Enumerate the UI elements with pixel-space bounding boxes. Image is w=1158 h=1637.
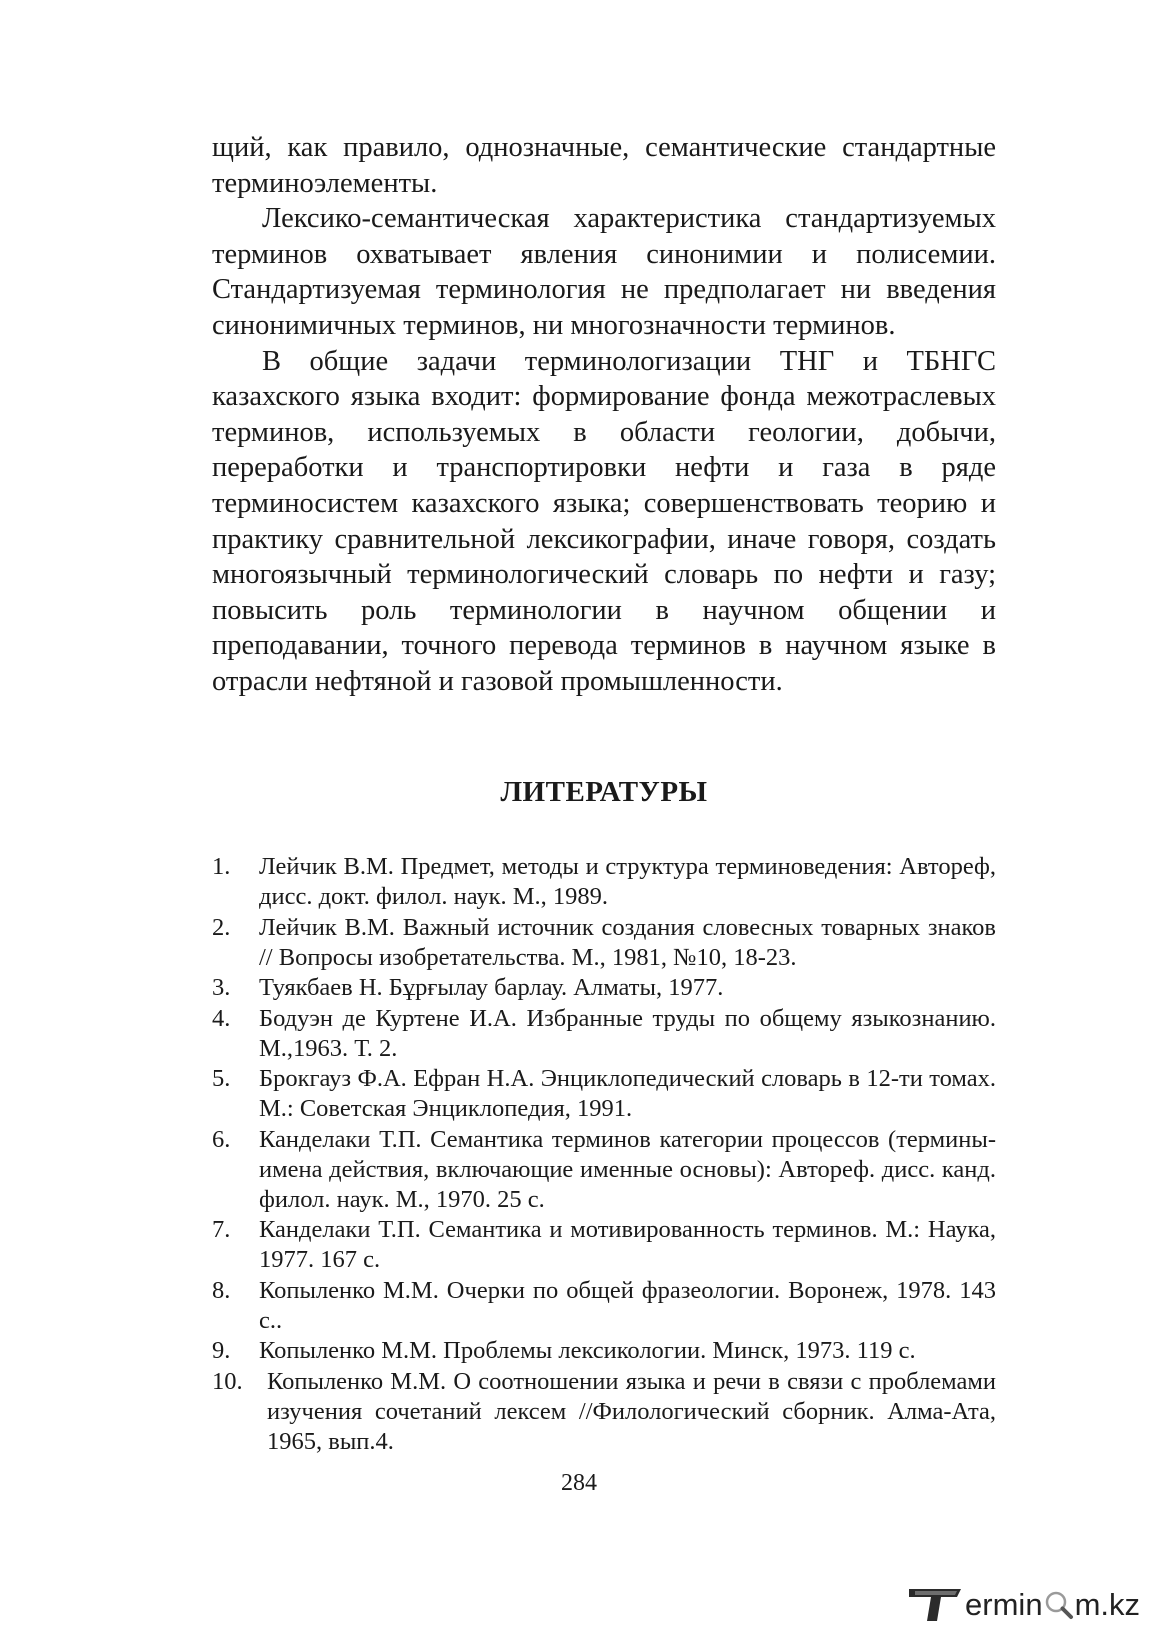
reference-text: Бодуэн де Куртене И.А. Избранные труды по общему языкознанию. М.,1963. Т. 2. — [259, 1004, 996, 1062]
reference-text: Канделаки Т.П. Семантика и мотивированность терминов. М.: Наука, 1977. 167 с. — [259, 1216, 996, 1273]
reference-number: 10. — [212, 1367, 243, 1395]
reference-number: 4. — [212, 1004, 231, 1032]
termincom-t-logo-icon — [907, 1585, 963, 1623]
reference-item — [212, 1336, 996, 1366]
reference-text: Канделаки Т.П. Семантика терминов категории процессов (термины-имена действия, включающие именные основы): Автореф. дисс. канд. филол. наук. М., 1970. 25 с. — [259, 1125, 996, 1213]
references-list — [212, 852, 996, 1457]
reference-text: Лейчик В.М. Предмет, методы и структура терминоведения: Автореф, дисс. докт. филол. наук. М., 1989. — [259, 853, 996, 910]
site-watermark — [907, 1585, 1140, 1623]
watermark-text-start: ermin — [965, 1587, 1043, 1622]
paragraph-1: щий, как правило, однозначные, семантические стандартные терминоэлементы. — [212, 132, 996, 199]
reference-text: Лейчик В.М. Важный источник создания словесных товарных знаков // Вопросы изобретательства. М., 1981, №10, 18-23. — [259, 913, 996, 971]
watermark-text-end: m.kz — [1074, 1587, 1140, 1622]
reference-item — [212, 1064, 996, 1124]
magnifier-icon — [1044, 1590, 1074, 1620]
reference-number: 1. — [212, 853, 231, 880]
page-number: 284 — [561, 1470, 597, 1496]
reference-text: Копыленко М.М. О соотношении языка и речи в связи с проблемами изучения сочетаний лексем //Филологический сборник. Алма-Ата, 1965, вып.4. — [267, 1367, 996, 1455]
reference-number: 3. — [212, 974, 231, 1001]
reference-text: Копыленко М.М. Проблемы лексикологии. Минск, 1973. 119 с. — [259, 1337, 916, 1364]
reference-number: 9. — [212, 1337, 231, 1364]
reference-text: Копыленко М.М. Очерки по общей фразеологии. Воронеж, 1978. 143 с.. — [259, 1276, 996, 1334]
references-title: ЛИТЕРАТУРЫ — [500, 776, 708, 808]
reference-number: 6. — [212, 1125, 231, 1153]
reference-item — [212, 1215, 996, 1275]
paragraph-2: Лексико-семантическая характеристика стандартизуемых терминов охватывает явления синонимии и полисемии. Стандартизуемая терминология не предполагает ни введения синонимичных терминов, ни многозначности терминов. — [212, 203, 996, 341]
reference-item — [212, 1276, 996, 1336]
reference-number: 8. — [212, 1276, 231, 1304]
reference-text: Туякбаев Н. Бұрғылау барлау. Алматы, 1977. — [259, 974, 724, 1001]
reference-text: Брокгауз Ф.А. Ефран Н.А. Энциклопедический словарь в 12-ти томах. М.: Советская Энциклопедия, 1991. — [259, 1065, 996, 1122]
reference-number: 7. — [212, 1216, 231, 1243]
reference-item — [212, 852, 996, 912]
reference-number: 5. — [212, 1065, 231, 1092]
body-text — [212, 130, 996, 700]
reference-item — [212, 1004, 996, 1064]
reference-item — [212, 1125, 996, 1215]
reference-number: 2. — [212, 913, 231, 941]
reference-item — [212, 913, 996, 973]
reference-item — [212, 973, 996, 1003]
paragraph-3: В общие задачи терминологизации ТНГ и ТБНГС казахского языка входит: формирование фонда межотраслевых терминов, используемых в области геологии, добычи, переработки и транспортировки нефти и газа в ряде терминосистем казахского языка; совершенствовать теорию и практику сравнительной лексикографии, иначе говоря, создать многоязычный терминологический словарь по нефти и газу; повысить роль терминологии в научном общении и преподавании, точного перевода терминов в научном языке в отрасли нефтяной и газовой промышленности. — [212, 345, 996, 697]
reference-item — [212, 1367, 996, 1457]
